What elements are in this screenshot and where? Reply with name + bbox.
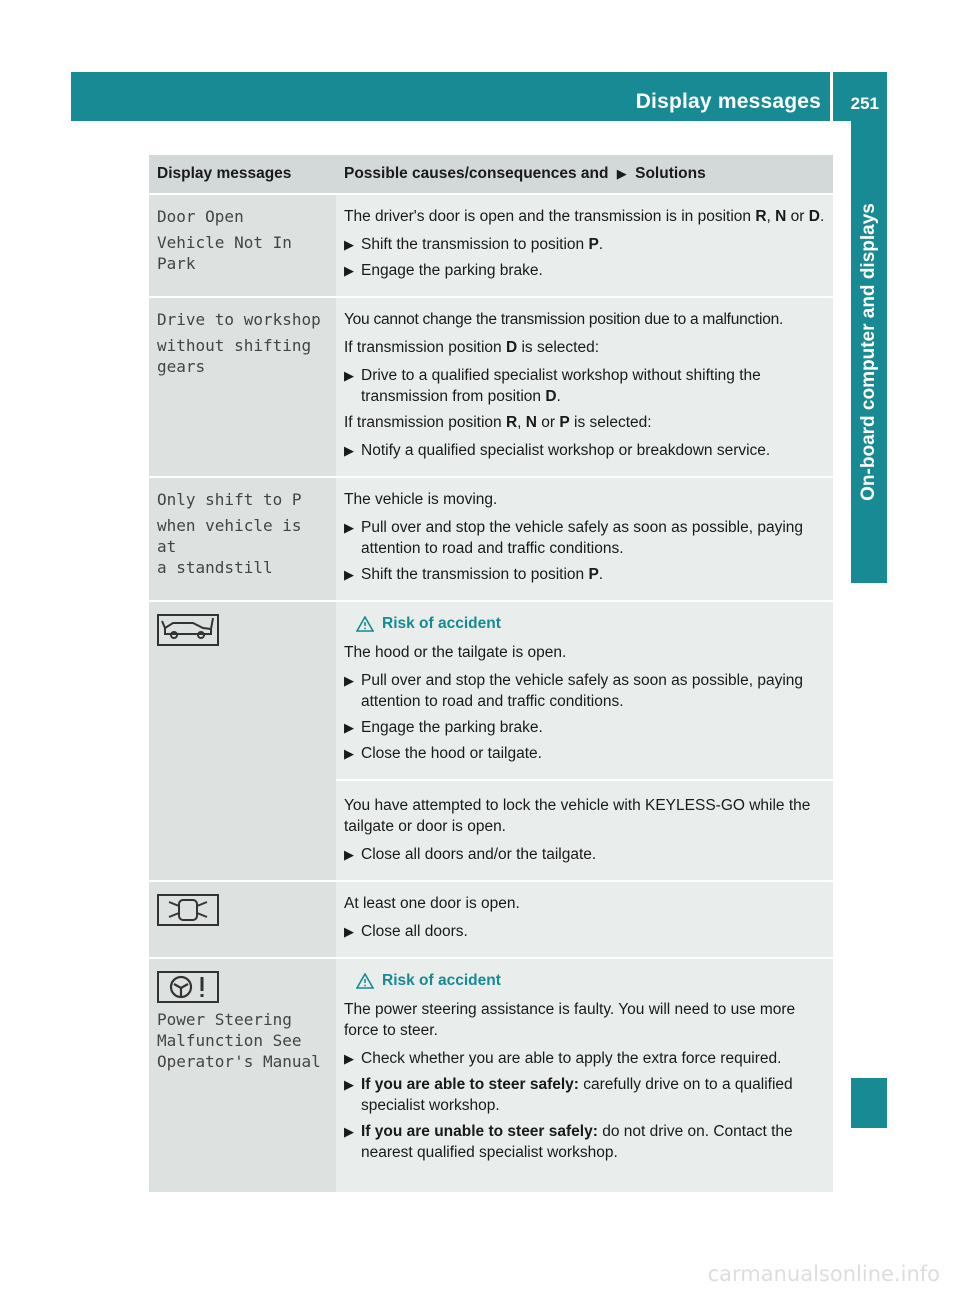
solution-cell (336, 601, 833, 780)
cause-text: At least one door is open. (344, 895, 520, 912)
display-message-line: Vehicle Not In Park (157, 233, 292, 273)
side-marker (851, 1078, 887, 1128)
cause-text: The vehicle is moving. (344, 491, 498, 508)
step-arrow-icon: ▶ (344, 263, 354, 278)
solution-step: ▶ Check whether you are able to apply the extra force required. (344, 1050, 782, 1067)
step-arrow-icon: ▶ (344, 1124, 354, 1139)
step-arrow-icon: ▶ (344, 673, 354, 688)
table-header-row (149, 155, 833, 194)
warning-heading: Risk of accident (356, 970, 825, 991)
solution-step: ▶ Close the hood or tailgate. (344, 745, 542, 762)
page-header (71, 72, 887, 121)
message-cell (149, 297, 336, 477)
solution-step: ▶ Pull over and stop the vehicle safely as soon as possible, paying attention to road and traffic conditions. (344, 519, 804, 557)
power-steering-warning-icon (157, 971, 219, 1003)
step-arrow-icon: ▶ (344, 520, 354, 535)
step-arrow-icon: ▶ (344, 443, 354, 458)
header-title: Display messages (635, 90, 821, 113)
header-divider (830, 72, 833, 121)
step-arrow-icon: ▶ (344, 924, 354, 939)
solution-step: ▶ Shift the transmission to position P. (344, 566, 604, 583)
page-number: 251 (850, 94, 879, 113)
condition-text: If transmission position D is selected: (344, 339, 600, 356)
solution-step: ▶ Drive to a qualified specialist workshop without shifting the transmission from position D. (344, 367, 761, 405)
solution-cell (336, 477, 833, 601)
display-message-line: Only shift to P (157, 490, 302, 509)
solution-step: ▶ Engage the parking brake. (344, 262, 543, 279)
message-cell (149, 881, 336, 958)
message-cell (149, 601, 336, 881)
display-message-line: Power Steering (157, 1010, 292, 1029)
cause-text: You have attempted to lock the vehicle with KEYLESS-GO while the tailgate or door is open. (344, 797, 811, 835)
solution-step: ▶ Close all doors and/or the tailgate. (344, 846, 597, 863)
solution-step: ▶ Close all doors. (344, 923, 468, 940)
solution-cell (336, 958, 833, 1193)
cause-text: The hood or the tailgate is open. (344, 644, 567, 661)
warning-triangle-icon (356, 616, 374, 632)
solution-step: ▶ If you are unable to steer safely: do not drive on. Contact the nearest qualified specialist workshop. (344, 1123, 793, 1161)
solution-cell (336, 780, 833, 881)
table-row (149, 881, 833, 958)
table-row (149, 297, 833, 477)
hood-tailgate-open-icon (157, 614, 219, 646)
message-cell (149, 958, 336, 1193)
play-arrow-icon: ▶ (616, 166, 627, 181)
cause-text: The driver's door is open and the transmission is in position R, N or D. (344, 208, 825, 225)
solution-cell (336, 194, 833, 297)
step-arrow-icon: ▶ (344, 237, 354, 252)
door-open-icon (157, 894, 219, 926)
display-message-line: Operator's Manual (157, 1052, 321, 1071)
warning-heading: Risk of accident (356, 613, 825, 634)
table-row (149, 958, 833, 1193)
col-header-causes (336, 155, 833, 194)
col-header-causes-text: Possible causes/consequences and (344, 165, 609, 182)
watermark: carmanualsonline.info (707, 1262, 940, 1286)
display-message-line: without shifting (157, 336, 312, 355)
step-arrow-icon: ▶ (344, 746, 354, 761)
warning-triangle-icon (356, 973, 374, 989)
col-header-messages: Display messages (149, 155, 336, 194)
solution-cell (336, 881, 833, 958)
display-message-line: when vehicle is at (157, 516, 302, 556)
solution-step: ▶ Engage the parking brake. (344, 719, 543, 736)
solution-step: ▶ Shift the transmission to position P. (344, 236, 604, 253)
cause-text: The power steering assistance is faulty. You will need to use more force to steer. (344, 1001, 796, 1039)
side-tab-label: On-board computer and displays (858, 203, 879, 501)
display-message-line: Drive to workshop (157, 310, 321, 329)
step-arrow-icon: ▶ (344, 368, 354, 383)
display-message-line: Malfunction See (157, 1031, 302, 1050)
solution-step: ▶ Notify a qualified specialist workshop or breakdown service. (344, 442, 771, 459)
display-message-line: gears (157, 357, 206, 376)
cause-text: You cannot change the transmission position due to a malfunction. (344, 311, 784, 328)
solution-cell (336, 297, 833, 477)
table-row (149, 194, 833, 297)
display-message-line: a standstill (157, 558, 273, 577)
message-cell (149, 194, 336, 297)
solution-step: ▶ Pull over and stop the vehicle safely as soon as possible, paying attention to road and traffic conditions. (344, 672, 804, 710)
table-row (149, 477, 833, 601)
display-messages-table (149, 155, 833, 1194)
step-arrow-icon: ▶ (344, 1051, 354, 1066)
table-row (149, 601, 833, 780)
message-cell (149, 477, 336, 601)
condition-text: If transmission position R, N or P is selected: (344, 414, 652, 431)
side-tab (851, 121, 887, 583)
step-arrow-icon: ▶ (344, 847, 354, 862)
display-message-line: Door Open (157, 207, 244, 226)
step-arrow-icon: ▶ (344, 567, 354, 582)
solution-step: ▶ If you are able to steer safely: carefully drive on to a qualified specialist workshop. (344, 1076, 793, 1114)
col-header-solutions-text: Solutions (635, 165, 706, 182)
step-arrow-icon: ▶ (344, 720, 354, 735)
step-arrow-icon: ▶ (344, 1077, 354, 1092)
